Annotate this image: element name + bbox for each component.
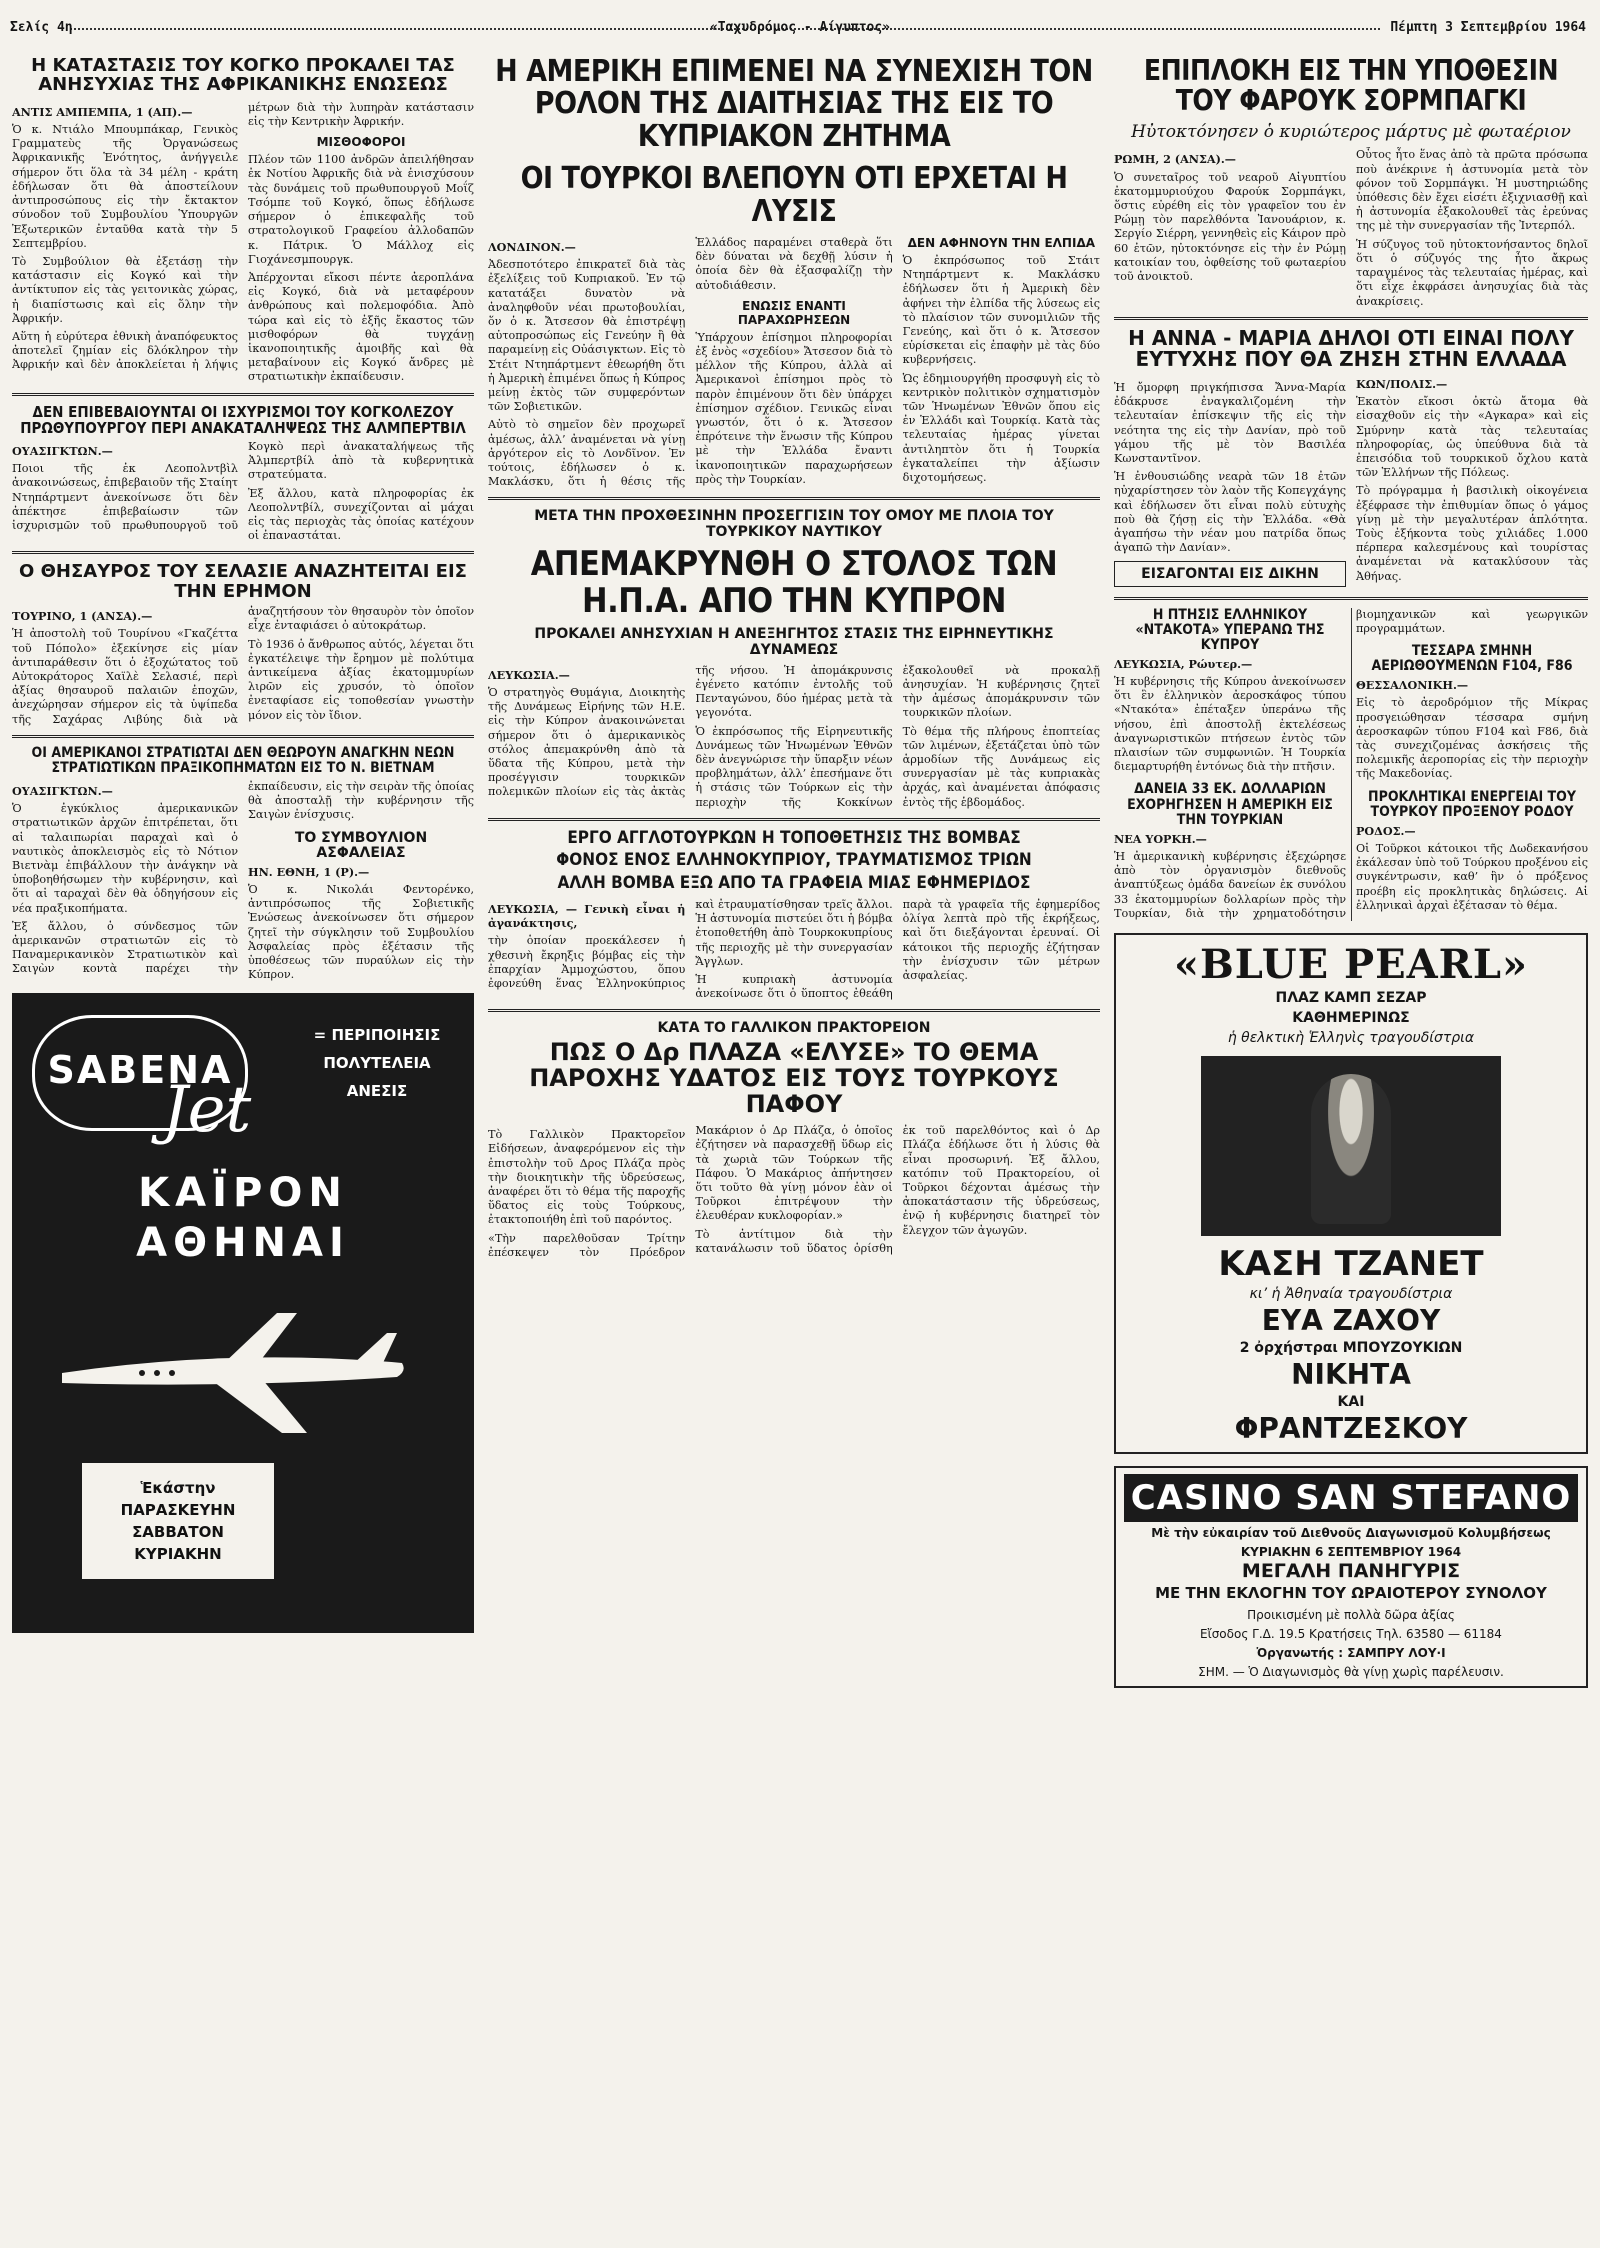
performer-name: ΚΑΣΗ ΤΖΑΝΕΤ [1218,1244,1484,1285]
promo-line: ΠΟΛΥΤΕΛΕΙΑ [323,1053,431,1072]
schedule-line: ΚΥΡΙΑΚΗΝ [134,1544,222,1563]
dateline: ΛΟΝΔΙΝΟΝ.— [488,239,576,254]
deck-sorbagi: Ηὐτοκτόνησεν ὁ κυριώτερος μάρτυς μὲ φωταέριον [1131,122,1571,143]
article-body-albertville [12,440,474,543]
headline-rhodes: ΠΡΟΚΛΗΤΙΚΑΙ ΕΝΕΡΓΕΙΑΙ ΤΟΥ ΤΟΥΡΚΟΥ ΠΡΟΞΕΝΟΥ ΡΟΔΟΥ [1368,788,1576,820]
schedule-line: ΣΑΒΒΑΤΟΝ [132,1522,224,1541]
dateline: ΛΕΥΚΩΣΙΑ, Ρώυτερ.— [1114,656,1253,671]
performer-name: ΦΡΑΝΤΖΕΣΚΟΥ [1234,1412,1468,1446]
headline-vietnam: ΟΙ ΑΜΕΡΙΚΑΝΟΙ ΣΤΡΑΤΙΩΤΑΙ ΔΕΝ ΘΕΩΡΟΥΝ ΑΝΑΓΚΗΝ ΝΕΩΝ ΣΤΡΑΤΙΩΤΙΚΩΝ ΠΡΑΞΙΚΟΠΗΜΑΤΩΝ ΕΙΣ ΤΟ Ν. ΒΙΕΤΝΑΜ [31,744,455,776]
dateline: ΚΩΝ/ΠΟΛΙΣ.— [1356,376,1448,391]
airplane-icon [52,1293,412,1443]
paragraph: Ἐξ ἄλλου, κατὰ πληροφορίας ἐκ Λεοπολντβίλ, συνεχίζονται αἱ μάχαι εἰς τὰς περιοχὰς τὰς ὁποίας κατέχουν οἱ ἐπαναστάται. [248,486,474,543]
headline-security-council: ΤΟ ΣΥΜΒΟΥΛΙΟΝ ΑΣΦΑΛΕΙΑΣ [294,829,428,861]
masthead [10,6,1590,46]
paragraph: Ὁ ἐκπρόσωπος τοῦ Στάιτ Ντηπάρτμεντ κ. Μακλάσκυ ἐδήλωσεν ὅτι ἡ Ἀμερικὴ δὲν ἀφήνει τὴν ἐλπίδα τῆς λύσεως εἰς τὸ πλαίσιον τῶν συνομιλιῶν τῆς Γενεύης, καὶ ὅτι ὁ κ. Ἄτσεσον εὑρίσκεται εἰς ἐπαφὴν μὲ τὰς δύο κυβερνήσεις. [902,253,1100,367]
sabena-logo: SABENA [32,1015,248,1131]
paper-name: «Ταχυδρόμος - Αίγυπτος» [709,20,890,35]
ad-line: Προικισμένη μὲ πολλὰ δῶρα ἀξίας [1247,1608,1455,1623]
article-body-bomb [488,898,1100,1001]
performer-name: ΕΥΑ ΖΑΧΟΥ [1261,1304,1441,1338]
page-number: Σελίς 4η [10,20,73,35]
paragraph: Τὸ Γαλλικὸν Πρακτορεῖον Εἰδήσεων, ἀναφερόμενον εἰς τὴν ἐπιστολὴν τοῦ Δρος Πλάζα πρὸς τὴν διοικητικὴν τῆς ὑδρεύσεως, ἀναφέρει ὅτι τὸ θέμα τῆς παροχῆς ὕδατος εἰς τοὺς Τούρκους, ἐτακτοποιήθη ἐπὶ τοῦ παρόντος. [488,1128,686,1227]
divider [12,735,474,738]
headline-congo: Η ΚΑΤΑΣΤΑΣΙΣ ΤΟΥ ΚΟΓΚΟ ΠΡΟΚΑΛΕΙ ΤΑΣ ΑΝΗΣΥΧΙΑΣ ΤΗΣ ΑΦΡΙΚΑΝΙΚΗΣ ΕΝΩΣΕΩΣ [31,56,455,96]
paragraph: Αὐτὸ τὸ σημεῖον δὲν προχωρεῖ ἀμέσως, ἀλλ’ ἀναμένεται νὰ γίνῃ ἀργότερον εἰς τὸ Λονδῖνον. Ἐν τούτοις, ἐδήλωσεν ὁ κ. Μακλάσκυ, ὅτι ἡ θέσις τῆς Ἑλλάδος παραμένει σταθερὰ ὅτι δὲν δύναται νὰ δεχθῇ λύσιν ἡ ὁποία δὲν θὰ ἐξασφαλίζῃ τὴν αὐτοδιάθεσιν. [488,235,893,489]
paragraph: Αὕτη ἡ εὐρύτερα ἐθνικὴ ἀναπόφευκτος ἀποτελεῖ ζημίαν εἰς δλόκληρον τὴν Ἀφρικήν καὶ δὲν ἀποκλείεται ἡ λήψις μέτρων διὰ τὴν λυπηρὰν κατάστασιν εἰς τὴν Κεντρικὴν Ἀφρικήν. [12,100,474,372]
headline-turks-solution: ΟΙ ΤΟΥΡΚΟΙ ΒΛΕΠΟΥΝ ΟΤΙ ΕΡΧΕΤΑΙ Η ΛΥΣΙΣ [520,161,1068,229]
ad-line: 2 ὀρχήστραι ΜΠΟΥΖΟΥΚΙΩΝ [1239,1340,1463,1357]
headline-murder: ΦΟΝΟΣ ΕΝΟΣ ΕΛΛΗΝΟΚΥΠΡΙΟΥ, ΤΡΑΥΜΑΤΙΣΜΟΣ ΤΡΙΩΝ [556,850,1032,871]
article-plaza [488,1020,1100,1260]
sabena-schedule [82,1463,274,1579]
paragraph: Ἡ ἐνθουσιώδης νεαρὰ τῶν 18 ἐτῶν ηὐχαρίστησεν τὸν λαὸν τῆς Κοπεγχάγης καὶ ἐδήλωσεν ὅτι εἶναι πολὺ εὐτυχὴς ποὺ θὰ ζήσῃ εἰς τὴν Ἑλλάδα. «Θὰ ἀγαπήσω τὴν νέαν μου πατρίδα ὅπως ἀγαπῶ τὴν Δανίαν». [1114,470,1346,555]
article-vietnam [12,746,474,983]
headline-plaza: ΠΩΣ Ο Δρ ΠΛΑΖΑ «ΕΛΥΣΕ» ΤΟ ΘΕΜΑ ΠΑΡΟΧΗΣ ΥΔΑΤΟΣ ΕΙΣ ΤΟΥΣ ΤΟΥΡΚΟΥΣ ΠΑΦΟΥ [529,1038,1059,1119]
paragraph: Ὁ κ. Ντιάλο Μπουμπάκαρ, Γενικὸς Γραμματεὺς τῆς Ὀργανώσεως Ἀφρικανικῆς Ἑνότητος, ἀνήγγειλε σήμερον ὅτι ὅλα τὰ 34 μέλη - κράτη ἐδήλωσαν ὅτι θὰ ἀποστείλουν ἀντιπροσώπους εἰς τὴν ἔκτακτον σύνοδον τοῦ Συμβουλίου Ὑπουργῶν Ἐξωτερικῶν ἐνταῦθα κατὰ τὴν 5 Σεπτεμβρίου. [12,123,238,250]
column-left [12,56,474,2242]
subheading: ΔΕΝ ΑΦΗΝΟΥΝ ΤΗΝ ΕΛΠΙΔΑ [907,235,1096,250]
blue-pearl-brand: «BLUE PEARL» [1173,941,1528,989]
paragraph: Τὸ 1936 ὁ ἄνθρωπος αὐτός, λέγεται ὅτι ἐγκατέλειψε τὴν ἔρημον μὲ πολύτιμα ἀντικείμενα ἀξίας ἑκατομμυρίων λιρῶν εἰς χρυσόν, τὸ ὁποῖον ἐνεταφίασε εἰς τοποθεσίαν γνωστὴν μόνον εἰς τὸν ἴδιον. [248,637,474,722]
paragraph: τὴν ὁποίαν προεκάλεσεν ἡ χθεσινὴ ἔκρηξις βόμβας εἰς τὴν ἐπαρχίαν Ἀμμοχώστου, ὅπου ἐφονεύθη ἕνας Ἑλληνοκύπριος καὶ ἐτραυματίσθησαν τρεῖς ἄλλοι. Ἡ ἀστυνομία πιστεύει ὅτι ἡ βόμβα ἐτοποθετήθη ἀπὸ Τουρκοκυπρίους τῆς περιοχῆς μὲ τὴν συνεργασίαν Ἄγγλων. [488,897,893,990]
headline-albertville: ΔΕΝ ΕΠΙΒΕΒΑΙΟΥΝΤΑΙ ΟΙ ΙΣΧΥΡΙΣΜΟΙ ΤΟΥ ΚΟΓΚΟΛΕΖΟΥ ΠΡΩΘΥΠΟΥΡΓΟΥ ΠΕΡΙ ΑΝΑΚΑΤΑΛΗΨΕΩΣ ΤΗΣ ΑΛΜΠΕΡΤΒΙΛ [20,402,466,437]
paragraph: Ἡ ὄμορφη πριγκήπισσα Ἄννα-Μαρία ἐδάκρυσε ἐναγκαλιζομένη τὴν τελευταίαν ἐπίσκεψιν τῆς εἰς τὴν νεότητα της εἰς τὴν Δανίαν, πρὸ τοῦ γάμου τῆς μὲ τὸν Βασιλέα Κωνσταντῖνον. [1114,380,1346,465]
issue-date: Πέμπτη 3 Σεπτεμβρίου 1964 [1390,20,1586,35]
article-dakota [1114,608,1346,775]
headline-jets: ΤΕΣΣΑΡΑ ΣΜΗΝΗ ΑΕΡΙΩΘΟΥΜΕΝΩΝ F104, F86 [1371,642,1573,675]
ad-line: Ὀργανωτής : ΣΑΜΠΡΥ ΛΟΥ·Ι [1256,1646,1446,1661]
article-body-congo [12,101,474,385]
article-america-cyprus [488,56,1100,489]
dateline: ΤΟΥΡΙΝΟ, 1 (ΑΝΣΑ).— [12,609,153,624]
headline-bomb: ΕΡΓΟ ΑΓΓΛΟΤΟΥΡΚΩΝ Η ΤΟΠΟΘΕΤΗΣΙΣ ΤΗΣ ΒΟΜΒΑΣ [567,827,1021,848]
paragraph: Ὁ ἐκπρόσωπος τῆς Εἰρηνευτικῆς Δυνάμεως τῶν Ἡνωμένων Ἐθνῶν δὲν ἀνεγνώρισε τὴν ὕπαρξιν νέων προβλημάτων, ἀλλ’ ἐπεσήμανε ὅτι ἡ στάσις τῶν Τούρκων εἰς τὴν περιοχὴν τῆς Κοκκίνων ἐξακολουθεῖ νὰ προκαλῇ ἀνησυχίαν. Ἡ κυβέρνησις ζητεῖ τὴν ἀμέσως ἀπομάκρυνσιν τῶν τουρκικῶν πλοίων. [695,663,1100,809]
performer-name: ΝΙΚΗΤΑ [1291,1358,1411,1392]
divider [488,818,1100,821]
paragraph: Ἡ ἀμερικανικὴ κυβέρνησις ἐξεχώρησε ἀπὸ τὸν ὀργανισμὸν διεθνοῦς ἀναπτύξεως ὁμάδα δανείων ἐκ συνόλου 33 ἑκατομμυρίων δολλαρίων πρὸς τὴν Τουρκίαν, διὰ τὴν χρηματοδότησιν βιομηχανικῶν καὶ γεωργικῶν προγραμμάτων. [1114,607,1588,920]
headline-selassie: Ο ΘΗΣΑΥΡΟΣ ΤΟΥ ΣΕΛΑΣΙΕ ΑΝΑΖΗΤΕΙΤΑΙ ΕΙΣ ΤΗΝ ΕΡΗΜΟΝ [19,561,467,602]
ad-line: ΚΥΡΙΑΚΗΝ 6 ΣΕΠΤΕΜΒΡΙΟΥ 1964 [1240,1545,1462,1560]
ad-line: κι’ ἡ Ἀθηναία τραγουδίστρια [1249,1286,1453,1303]
divider [12,551,474,554]
article-congo [12,56,474,385]
paragraph: Ἡ κυπριακὴ ἀστυνομία ἀνεκοίνωσε ὅτι ὁ ὕποπτος ἐθεάθη παρὰ τὰ γραφεῖα τῆς ἐφημερίδος ὀλίγα λεπτὰ πρὸ τῆς ἐκρήξεως, καὶ ὅτι διεξάγονται ἐρευναί. Οἱ κάτοικοι τῆς περιοχῆς ἐζήτησαν τὴν ἐνίσχυσιν τῶν μέτρων ἀσφαλείας. [695,897,1100,1001]
paragraph: Ὁ κ. Νικολάι Φεντορένκο, ἀντιπρόσωπος τῆς Σοβιετικῆς Ἑνώσεως ἀνεκοίνωσεν ὅτι σήμερον ζητεῖ τὴν σύγκλησιν τοῦ Συμβουλίου Ἀσφαλείας πρὸς ἐξέτασιν τῆς ὑποθέσεως τῶν πυραύλων εἰς τὴν Κύπρον. [248,883,474,982]
paragraph: Τὸ θέμα τῆς πλήρους ἐποπτείας τῶν λιμένων, ἐξετάζεται ὑπὸ τῶν ἁρμοδίων τῆς Δυνάμεως εἰς συνεργασίαν μὲ τὰς κυπριακὰς ἀρχάς, καὶ ἀναμένεται ἀπόφασις ἐντὸς τῆς ἑβδομάδος. [902,724,1100,809]
dateline: ΑΝΤΙΣ ΑΜΠΕΜΠΑ, 1 (ΑΠ).— [12,104,193,119]
right-lower-columns [1114,608,1588,922]
event-title: ΜΕΓΑΛΗ ΠΑΝΗΓΥΡΙΣ [1241,1560,1461,1583]
paragraph: Ἑκατὸν εἴκοσι ὀκτὼ ἄτομα θὰ εἰσαχθοῦν εἰς τὴν «Αγκαρα» καὶ εἰς Σμύρνην κατὰ τὰς τελευταίας πληροφορίας, ὡς ὑπεύθυνα διὰ τὰ ἐπεισόδια τοῦ τουρκικοῦ ὄχλου κατὰ τῶν Ἑλλήνων τῆς Πόλεως. [1356,395,1588,480]
sabena-route [12,1168,474,1268]
sabena-advertisement [12,993,474,1633]
ad-line: ΣΗΜ. — Ὁ Διαγωνισμὸς θὰ γίνῃ χωρὶς παρέλευσιν. [1198,1665,1504,1680]
paragraph: Τὸ ἀντίτιμον διὰ τὴν κατανάλωσιν τοῦ ὕδατος ὁρίσθη ἐκ τοῦ παρελθόντος καὶ ὁ Δρ Πλάζα ἐδήλωσε ὅτι ἡ λύσις θὰ εἶναι προσωρινή. Ἐξ ἄλλου, κατόπιν τοῦ Πρακτορείου, οἱ Τοῦρκοι δέχονται ἀμέσως τὴν ἀποκατάστασιν τῆς ὑδρεύσεως, ἐνῷ ἡ κυβέρνησις διατηρεῖ τὸν ἔλεγχον τῶν ἀγωγῶν. [695,1124,1100,1255]
article-body-sorbagi [1114,148,1588,308]
subheading: ΜΙΣΘΟΦΟΡΟΙ [316,135,406,150]
divider [1114,597,1588,600]
ad-line: Εἴσοδος Γ.Δ. 19.5 Κρατήσεις Τηλ. 63580 — 61184 [1200,1627,1502,1642]
event-subtitle: ΜΕ ΤΗΝ ΕΚΛΟΓΗΝ ΤΟΥ ΩΡΑΙΟΤΕΡΟΥ ΣΥΝΟΛΟΥ [1155,1584,1547,1603]
article-albertville [12,404,474,544]
dateline: ΝΕΑ ΥΟΡΚΗ.— [1114,831,1207,846]
headline-loans: ΔΑΝΕΙΑ 33 ΕΚ. ΔΟΛΛΑΡΙΩΝ ΕΧΟΡΗΓΗΣΕΝ Η ΑΜΕΡΙΚΗ ΕΙΣ ΤΗΝ ΤΟΥΡΚΙΑΝ [1127,781,1333,828]
article-anna-maria [1114,325,1588,589]
article-selassie [12,562,474,727]
headline-sorbagi: ΕΠΙΠΛΟΚΗ ΕΙΣ ΤΗΝ ΥΠΟΘΕΣΙΝ ΤΟΥ ΦΑΡΟΥΚ ΣΟΡΜΠΑΓΚΙ [1143,56,1559,118]
singer-photo [1201,1056,1501,1236]
paragraph: Ἀπέρχονται εἴκοσι πέντε ἀεροπλάνα εἰς Κογκό, διὰ νὰ μεταφέρουν ἀνθρώπους καὶ πολεμοφόδια. Ἀπὸ τώρα καὶ εἰς τὸ ἑξῆς ἔκαστος τῶν μισθοφόρων θὰ τυγχάνῃ ἱκανοποιητικῆς ἀμοιβῆς καὶ θὰ μεταβαίνουν εἰς Κογκό ἄνδρες μὲ στρατιωτικὴν ἐκπαίδευσιν. [248,270,474,384]
ad-line: ΠΛΑΖ ΚΑΜΠ ΣΕΖΑΡ [1275,990,1427,1007]
promo-line: ΑΝΕΣΙΣ [346,1081,408,1100]
paragraph: Ποιοι τῆς ἐκ Λεοπολντβὶλ ἀνακοινώσεως, ἐπιβεβαιοῦν τῆς Σταίητ Ντηπάρτμεντ ἀνεκοίνωσε ὅτι δὲν ἀπέκτησε ἐπιβεβαίωσιν τῶν ἰσχυρισμῶν τοῦ πρωθυπουργοῦ τοῦ Κογκὸ περὶ ἀνακαταλήψεως τῆς Ἀλμπερτβίλ ἀπὸ τὰ κυβερνητικὰ στρατεύματα. [12,439,474,532]
article-bomb [488,829,1100,1002]
divider [488,497,1100,500]
paragraph: Ἡ ἀποστολὴ τοῦ Τουρίνου «Γκαζέττα τοῦ Πόπολο» ἐξεκίνησε εἰς μίαν ἀντιπαράθεσιν ὅτι ὁ ἐξοχώτατος τοῦ Αὐτοκράτορος Χαϊλὲ Σελασιέ, περὶ ἀξίας θησαυροῦ παλαιῶν ἐποχῶν, ἀνεχώρησαν σήμερον εἰς τὰ ὑψίπεδα τῆς Σαχάρας Λιβύης διὰ νὰ ἀναζητήσουν τὸν θησαυρὸν τὸν ὁποῖον εἶχε ἐνταφιάσει ὁ αὐτοκράτωρ. [12,605,474,726]
article-body-selassie [12,605,474,727]
column-center [488,56,1100,2242]
headline-dakota: Η ΠΤΗΣΙΣ ΕΛΛΗΝΙΚΟΥ «ΝΤΑΚΟΤΑ» ΥΠΕΡΑΝΩ ΤΗΣ ΚΥΠΡΟΥ [1135,606,1325,653]
casino-brand: CASINO SAN STEFANO [1124,1474,1578,1522]
article-body-us-fleet [488,664,1100,810]
paragraph: Εἰς τὸ ἀεροδρόμιον τῆς Μίκρας προσγειώθησαν τέσσαρα σμήνη ἀεροσκαφῶν τύπου F104 καὶ F86, διὰ τὰς συνεχιζομένας ἀσκήσεις τῆς πολεμικῆς ἀεροπορίας εἰς τὴν περιοχὴν τῆς Μακεδονίας. [1356,696,1588,781]
headline-second-bomb: ΑΛΛΗ ΒΟΜΒΑ ΕΞΩ ΑΠΟ ΤΑ ΓΡΑΦΕΙΑ ΜΙΑΣ ΕΦΗΜΕΡΙΔΟΣ [557,872,1031,893]
route-destination: ΑΘΗΝΑΙ [136,1219,350,1266]
dateline: ΛΕΥΚΩΣΙΑ, — Γενικὴ εἶναι ἡ ἀγανάκτησις, [488,901,686,931]
casino-advertisement [1114,1466,1588,1688]
ad-line: Μὲ τὴν εὐκαιρίαν τοῦ Διεθνοῦς Διαγωνισμοῦ Κολυμβήσεως [1151,1526,1551,1541]
kicker: ΜΕΤΑ ΤΗΝ ΠΡΟΧΘΕΣΙΝΗΝ ΠΡΟΣΕΓΓΙΣΙΝ ΤΟΥ ΟΜΟΥ ΜΕ ΠΛΟΙΑ ΤΟΥ ΤΟΥΡΚΙΚΟΥ ΝΑΥΤΙΚΟΥ [534,508,1054,541]
ad-line: ΚΑΘΗΜΕΡΙΝΩΣ [1292,1010,1410,1027]
column-right [1114,56,1588,2242]
paragraph: Τὸ Συμβούλιον θὰ ἐξετάσῃ τὴν κατάστασιν εἰς Κογκό καὶ τὴν ἀντίκτυπον εἰς τὰς γειτονικὰς χώρας, ἡ διαπίστωσις καὶ εἰς ὅλην τὴν Ἀφρικήν. [12,254,238,325]
paragraph: Ἐξ ἄλλου, ὁ σύνδεσμος τῶν ἀμερικανῶν στρατιωτῶν εἰς τὸ Παναμερικανικὸν Στρατιωτικὸν καὶ Σαιγὼν κοντὰ παρέχει τὴν ἐκπαίδευσιν, εἰς τὴν σειρὰν τῆς ὁποίας θὰ ἀποσταλῇ τὴν κυβέρνησιν τῆς Σαιγὼν ἐνίσχυσις. [12,780,474,976]
dateline: ΛΕΥΚΩΣΙΑ.— [488,667,570,682]
deck-us-fleet: ΠΡΟΚΑΛΕΙ ΑΝΗΣΥΧΙΑΝ Η ΑΝΕΞΗΓΗΤΟΣ ΣΤΑΣΙΣ ΤΗΣ ΕΙΡΗΝΕΥΤΙΚΗΣ ΔΥΝΑΜΕΩΣ [534,625,1054,658]
divider [12,393,474,396]
headline-america-cyprus: Η ΑΜΕΡΙΚΗ ΕΠΙΜΕΝΕΙ ΝΑ ΣΥΝΕΧΙΣΗ ΤΟΝ ΡΟΛΟΝ ΤΗΣ ΔΙΑΙΤΗΣΙΑΣ ΤΗΣ ΕΙΣ ΤΟ ΚΥΠΡΙΑΚΟΝ ΖΗΤΗΜΑ [495,56,1093,154]
dateline: ΟΥΑΣΙΓΚΤΩΝ.— [12,443,113,458]
sabena-jet-wordmark: Jet [162,1072,252,1147]
paragraph: Ὁ ἐγκύκλιος ἀμερικανικῶν στρατιωτικῶν ἀρχῶν ἐπιτρέπεται, ὅτι αἱ ταλαιπωρίαι παραχαὶ καὶ ὁ ναυτικὸς ἀποκλεισμὸς εἰς τὸ Νότιον Βιετνὰμ ἐπιβάλλουν τὴν ἀνάγκην νὰ ὑποβοηθήσωμεν τὴν κυβέρνησιν, καὶ ὅτι αἱ ταραχαὶ δὲν θὰ ὁδηγήσουν εἰς νέα πραξικοπήματα. [12,802,238,915]
article-sorbagi [1114,56,1588,309]
article-body-anna-maria [1114,377,1588,589]
dateline: ΗΝ. ΕΘΝΗ, 1 (Ρ).— [248,864,370,879]
schedule-line: Ἑκάστην [140,1478,216,1497]
dateline: ΘΕΣΣΑΛΟΝΙΚΗ.— [1356,678,1469,693]
paragraph: Ἀδεσποτότερο ἐπικρατεῖ διὰ τὰς ἐξελίξεις τοῦ Κυπριακοῦ. Ἐν τῷ κατατάξει δυνατὸν νὰ ἀναληφθοῦν νέαι πρωτοβουλίαι, ὅν ὁ κ. Ἄτσεσον θὰ ἐπιστρέψῃ αὐτοπροσώπως εἰς Γενεύην ἢ θὰ παραμείνῃ εἰς Οὐάσιγκτων. Εἰς τὸ Στέιτ Ντηπάρτμεντ ἐθεωρήθη ὅτι ἡ Ἀμερικὴ ἐπιμένει ὅπως ἡ Κύπρος μείνῃ ἐκτὸς τῶν συμφερόντων τῶν Σοβιετικῶν. [488,258,686,414]
promo-line: = ΠΕΡΙΠΟΙΗΣΙΣ [313,1025,441,1044]
paragraph: Ὁ συνεταῖρος τοῦ νεαροῦ Αἰγυπτίου ἐκατομμυριούχου Φαρούκ Σορμπάγκι, ὅστις εὑρέθη εἰς τὸν γραφεῖον του ἐν Ρώμῃ τὸν παρελθόντα Ἰανουάριον, κ. Σεργίο Σιέρρη, γεννηθεὶς εἰς Κάιρον πρὸ 60 ἐτῶν, ηὐτοκτόνησε εἰς τὴν ἐν Ρώμῃ κατοικίαν του, ὀφθείσης τοῦ φωταερίου τοῦ ἀνοικτοῦ. [1114,170,1346,284]
article-jets [1356,644,1588,782]
article-body-america-cyprus [488,236,1100,489]
paragraph: Οὗτος ἦτο ἕνας ἀπὸ τὰ πρῶτα πρόσωπα ποὺ ἀνέκρινε ἡ ἀστυνομία μετὰ τὸν φόνον τοῦ Σορμπάγκι. Ἡ μυστηριώδης ὑπόθεσις δὲν ἔχει εἰσέτι ἐξιχνιασθῇ καὶ ἡ ἀστυνομία ἐξακολουθεῖ τὰς ἐρεύνας της μὲ τὴν συνεργασίαν τῆς Ἰντερπόλ. [1356,148,1588,233]
sabena-promo [292,1021,462,1105]
singer-figure [1311,1074,1391,1224]
paragraph: Ὁ στρατηγὸς Θυμάγια, Διοικητὴς τῆς Δυνάμεως Εἰρήνης τῶν Η.Ε. εἰς τὴν Κύπρον ἀνακοινώνεται σήμερον ὅτι ὁ ἀμερικανικὸς στόλος ἀπεμακρύνθη ἀπὸ τὰ ὕδατα τῆς Κύπρου, μετὰ τὴν προσέγγισιν τουρκικῶν πολεμικῶν πλοίων εἰς τὰς ἀκτὰς τῆς νήσου. Ἡ ἀπομάκρυνσις ἐγένετο κατόπιν ἐντολῆς τοῦ Πενταγώνου, δύο ἡμέρας μετὰ τὰ γεγονότα. [488,663,893,799]
paragraph: Οἱ Τοῦρκοι κάτοικοι τῆς Δωδεκανήσου ἐκάλεσαν ὑπὸ τοῦ Τούρκου προξένου εἰς συγκέντρωσιν, καθ’ ἣν ὁ πρόξενος προέβη εἰς προκλητικὰς δηλώσεις. Αἱ ἑλληνικαὶ ἀρχαὶ ἐξέτασαν τὸ θέμα. [1356,842,1588,912]
divider [488,1009,1100,1012]
article-body-vietnam [12,780,474,982]
subheading: ΕΝΩΣΙΣ ΕΝΑΝΤΙ ΠΑΡΑΧΩΡΗΣΕΩΝ [737,298,851,327]
article-rhodes [1356,790,1588,913]
kicker: ΚΑΤΑ ΤΟ ΓΑΛΛΙΚΟΝ ΠΡΑΚΤΟΡΕΙΟΝ [657,1020,931,1037]
paragraph: Ἡ σύζυγος τοῦ ηὐτοκτονήσαντος δηλοῖ ὅτι ὁ σύζυγός της ἦτο ἄκρως ταραγμένος τὰς τελευταίας ἡμέρας, καὶ ὅτι εἶχε ἐκφράσει ἀνησυχίας διὰ τὰς ἀνακρίσεις. [1356,237,1588,308]
trial-box [1114,561,1346,587]
divider [1114,317,1588,320]
ad-line: ἡ θελκτικὴ Ἑλληνὶς τραγουδίστρια [1227,1030,1475,1047]
headline-us-fleet: ΑΠΕΜΑΚΡΥΝΘΗ Ο ΣΤΟΛΟΣ ΤΩΝ Η.Π.Α. ΑΠΟ ΤΗΝ ΚΥΠΡΟΝ [530,544,1058,622]
dateline: ΡΩΜΗ, 2 (ΑΝΣΑ).— [1114,152,1236,167]
headline-trial: ΕΙΣΑΓΟΝΤΑΙ ΕΙΣ ΔΙΚΗΝ [1141,566,1319,583]
paragraph: Ὑπάρχουν ἐπίσημοι πληροφορίαι ἐξ ἑνὸς «σχεδίου» Ἄτσεσον διὰ τὸ μέλλον τῆς Κύπρου, ἀλλὰ αἱ Ἀμερικανοὶ ἐπίσημοι πρὸς τὸ παρὸν ἐπιμένουν ὅτι δὲν ὑπάρχει ἐπίσημον σχέδιον. Γενικῶς εἶναι γνωστόν, ὅτι ὁ κ. Ἄτσεσον ἐπρότεινε τὴν ἕνωσιν τῆς Κύπρου μὲ τὴν Ἑλλάδα ἔναντι ἱκανοποιητικῶν παραχωρήσεων πρὸς τὴν Τουρκίαν. [695,330,893,486]
paragraph: Ὡς ἐδημιουργήθη προσφυγὴ εἰς τὸ κεντρικὸν πολιτικὸν σχηματισμὸν τῶν Ἡνωμένων Ἐθνῶν ὅπου εἰς ἐν Ἑλλάδι καὶ Τουρκίᾳ. Κατὰ τὰς τελευταίας ἡμέρας γίνεται ἀντιληπτὸν ὅτι ἡ Τουρκία ἐγκαταλείπει τὴν ἀξίωσιν διχοτομήσεως. [902,371,1100,484]
article-body-plaza [488,1124,1100,1260]
article-us-fleet [488,508,1100,809]
paragraph: «Τὴν παρελθοῦσαν Τρίτην ἐπέσκεψεν τὸν Πρόεδρον Μακάριον ὁ Δρ Πλάζα, ὁ ὁποῖος ἐζήτησεν νὰ παρασχεθῇ ὕδωρ εἰς τὰ χωριὰ τῶν Τούρκων τῆς Πάφου. Ὁ Μακάριος ἀπήντησεν ὅτι τοῦτο θὰ γίνῃ μόνον ἐὰν οἱ Τοῦρκοι ἐπιτρέψουν τὴν ἐλευθέραν κυκλοφορίαν.» [488,1124,893,1259]
ad-line: ΚΑΙ [1337,1394,1365,1411]
paragraph: Τὸ πρόγραμμα ἡ βασιλικὴ οἰκογένεια ἐξέφρασε τὴν ἐπιθυμίαν ὅπως ὁ γάμος γίνῃ μὲ τὴν μεγαλυτέραν ἁπλότητα. Τοὺς ἐξήκοντα τοὺς χιλιάδες 1.000 πέρπερα καλεσμένους καὶ τουρίστας ἀναμένεται νὰ κατακλύσουν τὰς Ἀθήνας. [1356,484,1588,583]
dateline: ΡΟΔΟΣ.— [1356,823,1416,838]
paragraph: Πλέον τῶν 1100 ἀνδρῶν ἀπειλήθησαν ἐκ Νοτίου Ἀφρικῆς διὰ νὰ ἐνισχύσουν τὰς δυνάμεις τοῦ πρωθυπουργοῦ Μοΐζ Τσόμπε τοῦ Κογκό, ὅπως ἐδήλωσε σήμερον ὁ ἐπικεφαλῆς τοῦ στρατολογικοῦ Γραφείου ἀλλοδαπῶν κ. Πάτρικ. Ὁ Μάλλοχ εἰς Γιοχάνεσμπουργκ. [248,153,474,266]
schedule-line: ΠΑΡΑΣΚΕΥΗΝ [120,1500,236,1519]
paragraph: Ἡ κυβέρνησις τῆς Κύπρου ἀνεκοίνωσεν ὅτι ἓν ἑλληνικὸν ἀεροσκάφος τύπου «Ντακότα» ἐπέταξεν ὑπεράνω τῆς νήσου, ἐπὶ ἀποστολῇ ἐκτελέσεως ἀναγνωριστικῶν πτήσεων ἐντὸς τῶν πλαισίων τῶν συμφωνιῶν. Ἡ Τουρκία διεμαρτυρήθη ἐντόνως διὰ τὴν πτῆσιν. [1114,675,1346,774]
blue-pearl-advertisement [1114,933,1588,1454]
dateline: ΟΥΑΣΙΓΚΤΩΝ.— [12,784,113,799]
headline-anna-maria: Η ΑΝΝΑ - ΜΑΡΙΑ ΔΗΛΟΙ ΟΤΙ ΕΙΝΑΙ ΠΟΛΥ ΕΥΤΥΧΗΣ ΠΟΥ ΘΑ ΖΗΣΗ ΣΤΗΝ ΕΛΛΑΔΑ [1128,325,1574,372]
route-origin: ΚΑΪΡΟΝ [138,1169,348,1216]
